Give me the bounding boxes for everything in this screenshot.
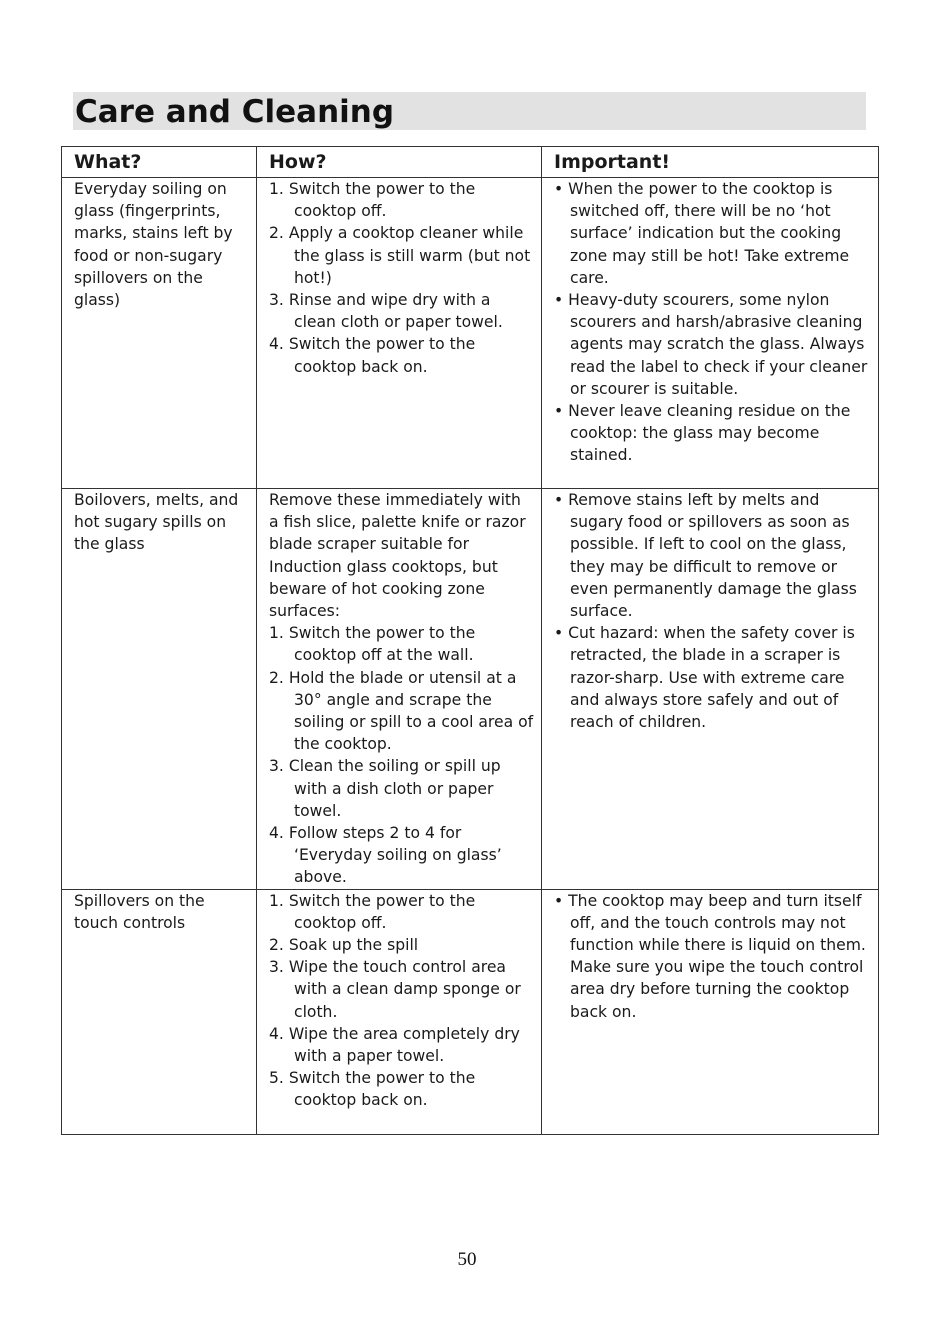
what-cell: [62, 489, 257, 890]
how-intro: Remove these immediately with a fish slice, palette knife or razor blade scraper suitable for Induction glass cooktops, but beware of hot cooking zone surfaces:: [269, 491, 526, 621]
important-note: • Cut hazard: when the safety cover is retracted, the blade in a scraper is razor-sharp. Use with extreme care and always store safely and out of reach of children.: [554, 624, 855, 732]
page-number: 50: [457, 1249, 477, 1270]
important-note: • Never leave cleaning residue on the cooktop: the glass may become stained.: [554, 402, 851, 465]
important-cell: [542, 889, 879, 1134]
how-steps-list: [269, 890, 535, 1112]
table-row: [62, 489, 879, 890]
page-title: Care and Cleaning: [75, 94, 395, 130]
how-step: 4. Follow steps 2 to 4 for ‘Everyday soiling on glass’ above.: [269, 824, 502, 887]
how-step: 3. Rinse and wipe dry with a clean cloth or paper towel.: [269, 291, 503, 332]
important-note: • When the power to the cooktop is switched off, there will be no ‘hot surface’ indication but the cooking zone may still be hot! Take extreme care.: [554, 180, 850, 287]
what-cell: [62, 889, 257, 1134]
important-note: • Heavy-duty scourers, some nylon scourers and harsh/abrasive cleaning agents may scratch the glass. Always read the label to check if your cleaner or scourer is suitable.: [554, 291, 868, 398]
how-steps-list: [269, 622, 535, 888]
how-cell: [257, 489, 542, 890]
how-cell: [257, 178, 542, 489]
table-row: [62, 178, 879, 489]
how-cell: [257, 889, 542, 1134]
how-step: 1. Switch the power to the cooktop off.: [269, 891, 476, 932]
what-cell: [62, 178, 257, 489]
table-header-row: [62, 147, 879, 178]
what-text: Everyday soiling on glass (fingerprints, marks, stains left by food or non-sugary spillovers on the glass): [74, 180, 233, 310]
how-step: 3. Clean the soiling or spill up with a dish cloth or paper towel.: [269, 757, 501, 820]
column-header-important: Important!: [542, 147, 879, 178]
how-step: 3. Wipe the touch control area with a clean damp sponge or cloth.: [269, 958, 521, 1021]
table-row: [62, 889, 879, 1134]
how-step: 2. Soak up the spill: [269, 936, 419, 955]
important-note: • The cooktop may beep and turn itself off, and the touch controls may not function while there is liquid on them. Make sure you wipe the touch control area dry before turning the cooktop back on.: [554, 891, 866, 1021]
important-list: [554, 489, 872, 733]
how-step: 1. Switch the power to the cooktop off.: [269, 180, 476, 221]
important-cell: [542, 489, 879, 890]
how-step: 2. Apply a cooktop cleaner while the glass is still warm (but not hot!): [269, 224, 531, 287]
column-header-how: How?: [257, 147, 542, 178]
important-list: [554, 178, 872, 467]
care-cleaning-table: [61, 146, 879, 1135]
how-step: 1. Switch the power to the cooktop off at the wall.: [269, 624, 476, 665]
how-step: 4. Wipe the area completely dry with a paper towel.: [269, 1024, 520, 1066]
how-step: 4. Switch the power to the cooktop back on.: [269, 335, 476, 376]
important-cell: [542, 178, 879, 489]
how-step: 2. Hold the blade or utensil at a 30° angle and scrape the soiling or spill to a cool area of the cooktop.: [269, 668, 534, 754]
how-step: 5. Switch the power to the cooktop back on.: [269, 1069, 476, 1110]
important-note: • Remove stains left by melts and sugary food or spillovers as soon as possible. If left to cool on the glass, they may be difficult to remove or even permanently damage the glass surface.: [554, 491, 857, 621]
how-steps-list: [269, 178, 535, 378]
what-text: Boilovers, melts, and hot sugary spills on the glass: [74, 491, 239, 554]
what-text: Spillovers on the touch controls: [74, 891, 205, 932]
important-list: [554, 890, 872, 1023]
column-header-what: What?: [62, 147, 257, 178]
